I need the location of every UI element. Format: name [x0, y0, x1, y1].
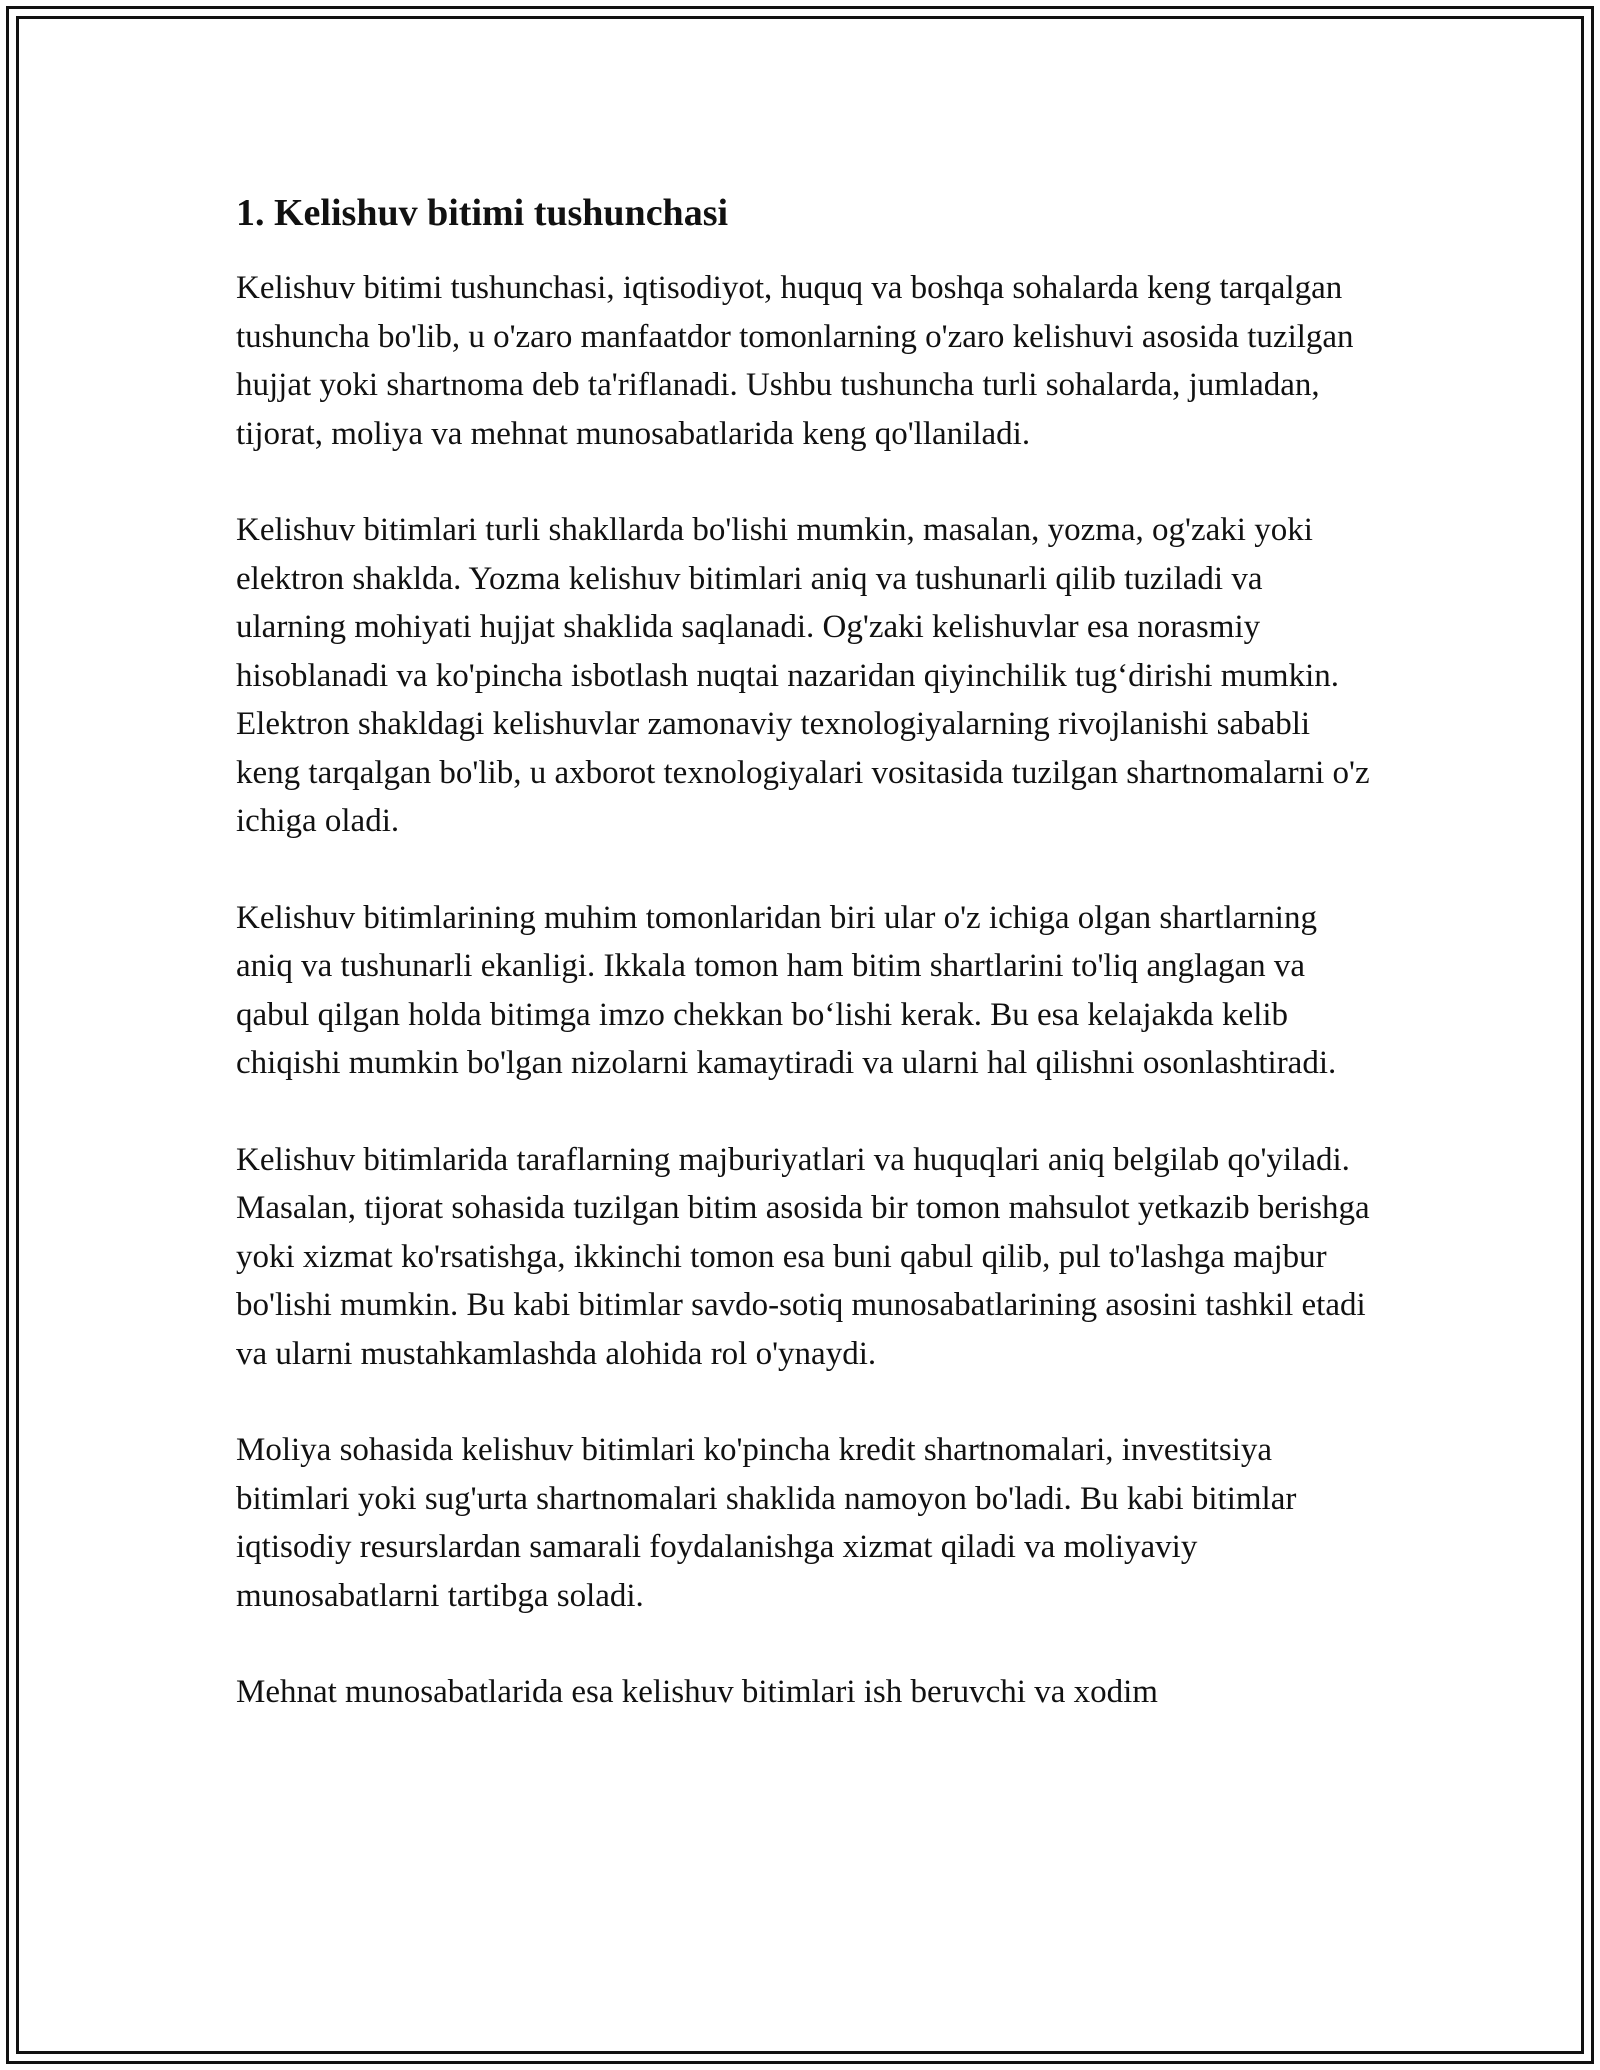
paragraph-6: Mehnat munosabatlarida esa kelishuv bitimlari ish beruvchi va xodim — [236, 1674, 1158, 1710]
document-body — [236, 188, 1376, 1765]
paragraph-3: Kelishuv bitimlarining muhim tomonlaridan biri ular o'z ichiga olgan shartlarning aniq va tushunarli ekanligi. Ikkala tomon ham bitim shartlarini to'liq anglagan va qabul qilgan holda bitimga imzo chekkan bo‘lishi kerak. Bu esa kelajakda kelib chiqishi mumkin bo'lgan nizolarni kamaytiradi va ularni hal qilishni osonlashtiradi. — [236, 899, 1337, 1081]
paragraph-5: Moliya sohasida kelishuv bitimlari ko'pincha kredit shartnomalari, investitsiya bitimlari yoki sug'urta shartnomalari shaklida namoyon bo'ladi. Bu kabi bitimlar iqtisodiy resurslardan samarali foydalanishga xizmat qiladi va moliyaviy munosabatlarni tartibga soladi. — [236, 1432, 1297, 1614]
paragraph-2: Kelishuv bitimlari turli shakllarda bo'lishi mumkin, masalan, yozma, og'zaki yoki elektron shaklda. Yozma kelishuv bitimlari aniq va tushunarli qilib tuziladi va ularning mohiyati hujjat shaklida saqlanadi. Og'zaki kelishuvlar esa norasmiy hisoblanadi va ko'pincha isbotlash nuqtai nazaridan qiyinchilik tug‘dirishi mumkin. Elektron shakldagi kelishuvlar zamonaviy texnologiyalarning rivojlanishi sababli keng tarqalgan bo'lib, u axborot texnologiyalari vositasida tuzilgan shartnomalarni o'z ichiga oladi. — [236, 512, 1370, 839]
paragraph-4: Kelishuv bitimlarida taraflarning majburiyatlari va huquqlari aniq belgilab qo'yiladi. Masalan, tijorat sohasida tuzilgan bitim asosida bir tomon mahsulot yetkazib berishga yoki xizmat ko'rsatishga, ikkinchi tomon esa buni qabul qilib, pul to'lashga majbur bo'lishi mumkin. Bu kabi bitimlar savdo-sotiq munosabatlarining asosini tashkil etadi va ularni mustahkamlashda alohida rol o'ynaydi. — [236, 1141, 1370, 1372]
paragraph-1: Kelishuv bitimi tushunchasi, iqtisodiyot, huquq va boshqa sohalarda keng tarqalgan tushuncha bo'lib, u o'zaro manfaatdor tomonlarning o'zaro kelishuvi asosida tuzilgan hujjat yoki shartnoma deb ta'riflanadi. Ushbu tushuncha turli sohalarda, jumladan, tijorat, moliya va mehnat munosabatlarida keng qo'llaniladi. — [236, 270, 1354, 452]
section-heading: 1. Kelishuv bitimi tushunchasi — [236, 192, 729, 234]
